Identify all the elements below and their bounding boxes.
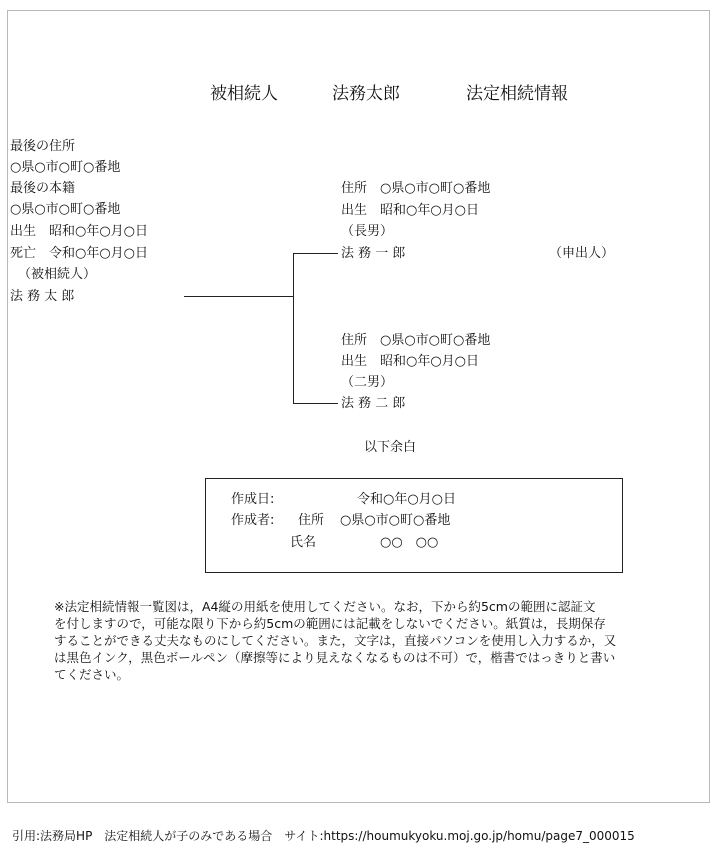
creation-author-label: 作成者:: [231, 513, 275, 528]
tree-line-decedent: [184, 296, 294, 297]
citation-footer: 引用:法務局HP 法定相続人が子のみである場合 サイト:https://houmukyoku.moj.go.jp/homu/page7_000015: [12, 829, 635, 843]
tree-line-heir2: [293, 403, 338, 404]
creation-name-label: 氏名: [290, 535, 317, 550]
title-decedent-label: 被相続人: [210, 84, 278, 104]
note-line: てください。: [54, 667, 130, 682]
creation-date-value: 令和○年○月○日: [357, 492, 457, 507]
heir2-address: 住所 ○県○市○町○番地: [341, 333, 491, 348]
last-address: ○県○市○町○番地: [10, 160, 121, 175]
heir1-address: 住所 ○県○市○町○番地: [341, 181, 491, 196]
heir1-relation: （長男）: [341, 224, 394, 239]
decedent-birth: 出生 昭和○年○月○日: [10, 224, 149, 239]
decedent-role: （被相続人）: [18, 267, 97, 282]
tree-line-vertical: [293, 253, 294, 404]
creation-address-label: 住所: [298, 513, 325, 528]
heir2-name: 法 務 二 郎: [341, 396, 406, 411]
creation-date-label: 作成日:: [231, 492, 275, 507]
decedent-name: 法 務 太 郎: [10, 289, 75, 304]
usage-note: [54, 598, 674, 683]
creation-name-value: ○○ ○○: [380, 535, 439, 550]
note-line: は黒色インク，黒色ボールペン（摩擦等により見えなくなるものは不可）で，楷書ではっきりと書い: [54, 650, 616, 665]
heir1-birth: 出生 昭和○年○月○日: [341, 203, 480, 218]
note-line: ※法定相続情報一覧図は，A4縦の用紙を使用してください。なお，下から約5cmの範囲に認証文: [54, 599, 596, 614]
heir1-name: 法 務 一 郎: [341, 246, 406, 261]
title-decedent-name: 法務太郎: [332, 84, 400, 104]
decedent-death: 死亡 令和○年○月○日: [10, 246, 149, 261]
last-domicile: ○県○市○町○番地: [10, 202, 121, 217]
note-line: を付しますので，可能な限り下から約5cmの範囲には記載をしないでください。紙質は，長期保存: [54, 616, 606, 631]
last-domicile-label: 最後の本籍: [10, 181, 76, 196]
heir2-birth: 出生 昭和○年○月○日: [341, 354, 480, 369]
last-address-label: 最後の住所: [10, 139, 76, 154]
note-line: することができる丈夫なものにしてください。また，文字は，直接パソコンを使用し入力するか，又: [54, 633, 617, 648]
heir1-applicant: （申出人）: [549, 246, 615, 261]
end-mark: 以下余白: [364, 440, 417, 455]
heir2-relation: （二男）: [341, 375, 394, 390]
title-document-type: 法定相続情報: [466, 84, 568, 104]
creation-address-value: ○県○市○町○番地: [340, 513, 451, 528]
tree-line-heir1: [293, 253, 338, 254]
